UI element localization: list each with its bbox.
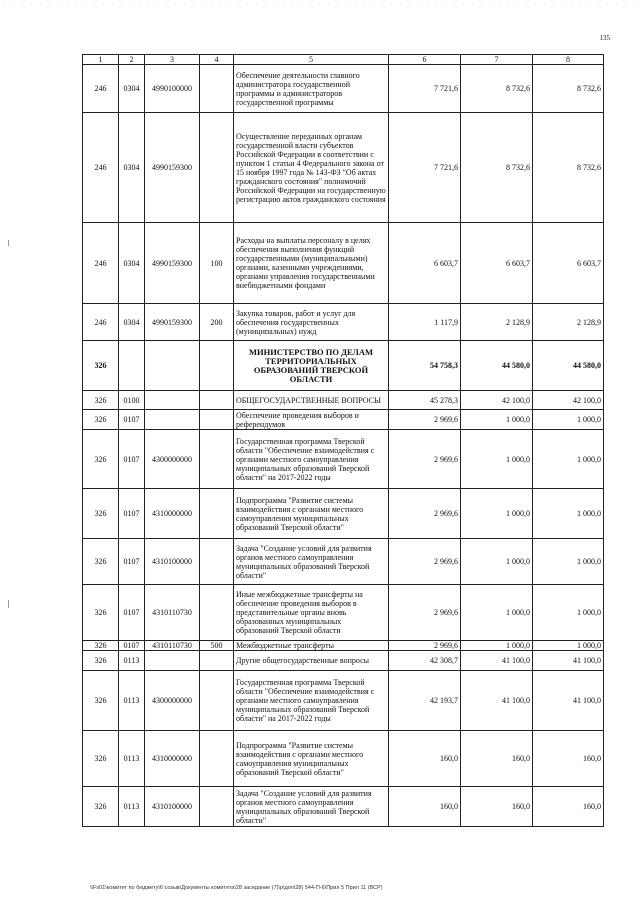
column-header: 4 [200, 55, 234, 65]
cell-name: ОБЩЕГОСУДАРСТВЕННЫЕ ВОПРОСЫ [234, 391, 389, 410]
cell-vr [200, 489, 234, 539]
cell-section: 0304 [119, 65, 145, 113]
cell-code: 326 [83, 489, 119, 539]
cell-v1: 2 969,6 [389, 585, 461, 641]
cell-v1: 2 969,6 [389, 430, 461, 489]
cell-vr [200, 787, 234, 827]
cell-name: Задача "Создание условий для развития органов местного самоуправления муниципальных образований Тверской области" [234, 787, 389, 827]
cell-v3: 1 000,0 [533, 641, 604, 651]
cell-v3: 44 580,0 [533, 341, 604, 391]
cell-v1: 2 969,6 [389, 539, 461, 585]
column-header: 8 [533, 55, 604, 65]
cell-v2: 1 000,0 [461, 430, 533, 489]
cell-section: 0304 [119, 304, 145, 341]
cell-vr [200, 430, 234, 489]
cell-section: 0304 [119, 223, 145, 304]
cell-csr: 4310110730 [145, 641, 200, 651]
column-header: 7 [461, 55, 533, 65]
cell-v3: 1 000,0 [533, 410, 604, 430]
cell-section: 0113 [119, 787, 145, 827]
column-header: 3 [145, 55, 200, 65]
cell-name: Подпрограмма "Развитие системы взаимодействия с органами местного самоуправления муниципальных образований Тверской области" [234, 731, 389, 787]
cell-code: 326 [83, 391, 119, 410]
cell-name: Расходы на выплаты персоналу в целях обеспечения выполнения функций государственными (муниципальными) органами, казенными учреждениями, органами управления государственными внебюджетными фондами [234, 223, 389, 304]
cell-name: Задача "Создание условий для развития органов местного самоуправления муниципальных образований Тверской области" [234, 539, 389, 585]
cell-v1: 42 193,7 [389, 671, 461, 731]
cell-csr: 4990159300 [145, 304, 200, 341]
cell-code: 246 [83, 113, 119, 223]
cell-section: 0107 [119, 539, 145, 585]
cell-v2: 1 000,0 [461, 641, 533, 651]
cell-csr [145, 410, 200, 430]
table-row [83, 410, 604, 430]
cell-code: 326 [83, 787, 119, 827]
scan-artifact [8, 240, 9, 246]
cell-v3: 1 000,0 [533, 489, 604, 539]
cell-v2: 2 128,9 [461, 304, 533, 341]
cell-v3: 1 000,0 [533, 585, 604, 641]
cell-v3: 1 000,0 [533, 430, 604, 489]
table-row [83, 341, 604, 391]
cell-v2: 44 580,0 [461, 341, 533, 391]
cell-v1: 160,0 [389, 787, 461, 827]
cell-code: 326 [83, 651, 119, 671]
cell-v2: 41 100,0 [461, 651, 533, 671]
cell-v1: 54 758,3 [389, 341, 461, 391]
table-row [83, 539, 604, 585]
cell-name: Подпрограмма "Развитие системы взаимодействия с органами местного самоуправления муниципальных образований Тверской области" [234, 489, 389, 539]
scan-artifact [8, 600, 9, 608]
cell-code: 326 [83, 539, 119, 585]
cell-csr: 4300000000 [145, 671, 200, 731]
cell-v1: 7 721,6 [389, 65, 461, 113]
cell-code: 326 [83, 341, 119, 391]
cell-csr: 4310110730 [145, 585, 200, 641]
cell-name: Обеспечение деятельности главного администратора государственной программы и администраторов государственной программы [234, 65, 389, 113]
cell-v2: 41 100,0 [461, 671, 533, 731]
cell-code: 246 [83, 304, 119, 341]
cell-v3: 42 100,0 [533, 391, 604, 410]
cell-v1: 2 969,6 [389, 489, 461, 539]
scan-artifact [0, 0, 640, 8]
column-header: 1 [83, 55, 119, 65]
cell-csr [145, 391, 200, 410]
cell-v1: 160,0 [389, 731, 461, 787]
column-header: 2 [119, 55, 145, 65]
cell-vr [200, 341, 234, 391]
cell-name: Другие общегосударственные вопросы [234, 651, 389, 671]
cell-code: 326 [83, 430, 119, 489]
cell-v3: 8 732,6 [533, 113, 604, 223]
cell-name: Осуществление переданных органам государственной власти субъектов Российской Федерации в соответствии с пунктом 1 статьи 4 Федерального закона от 15 ноября 1997 года № 143-ФЗ "Об актах гражданского состояния" полномочий Российской Федерации на государственную регистрацию актов гражданского состояния [234, 113, 389, 223]
table-row [83, 585, 604, 641]
cell-csr: 4310000000 [145, 731, 200, 787]
cell-v1: 6 603,7 [389, 223, 461, 304]
cell-section: 0107 [119, 430, 145, 489]
cell-vr [200, 651, 234, 671]
cell-v3: 41 100,0 [533, 671, 604, 731]
budget-table [82, 54, 604, 827]
cell-name: Иные межбюджетные трансферты на обеспечение проведения выборов в представительные органы вновь образованных муниципальных образований Тверской области [234, 585, 389, 641]
cell-v2: 8 732,6 [461, 113, 533, 223]
cell-v3: 6 603,7 [533, 223, 604, 304]
table-row [83, 391, 604, 410]
cell-v2: 6 603,7 [461, 223, 533, 304]
cell-csr [145, 341, 200, 391]
cell-name: Межбюджетные трансферты [234, 641, 389, 651]
table-row [83, 787, 604, 827]
cell-vr [200, 585, 234, 641]
cell-code: 246 [83, 223, 119, 304]
cell-section: 0107 [119, 410, 145, 430]
cell-vr [200, 539, 234, 585]
cell-csr: 4990100000 [145, 65, 200, 113]
cell-section: 0113 [119, 671, 145, 731]
cell-csr: 4990159300 [145, 223, 200, 304]
cell-v2: 1 000,0 [461, 410, 533, 430]
cell-csr: 4310100000 [145, 787, 200, 827]
cell-v2: 1 000,0 [461, 489, 533, 539]
cell-vr: 500 [200, 641, 234, 651]
cell-v3: 41 100,0 [533, 651, 604, 671]
cell-csr [145, 651, 200, 671]
cell-csr: 4300000000 [145, 430, 200, 489]
cell-name: Государственная программа Тверской области "Обеспечение взаимодействия с органами местного самоуправления муниципальных образований Тверской области" на 2017-2022 годы [234, 430, 389, 489]
cell-name: Закупка товаров, работ и услуг для обеспечения государственных (муниципальных) нужд [234, 304, 389, 341]
cell-vr: 100 [200, 223, 234, 304]
cell-name: МИНИСТЕРСТВО ПО ДЕЛАМ ТЕРРИТОРИАЛЬНЫХ ОБРАЗОВАНИЙ ТВЕРСКОЙ ОБЛАСТИ [234, 341, 389, 391]
cell-v3: 160,0 [533, 787, 604, 827]
cell-v1: 2 969,6 [389, 641, 461, 651]
cell-v2: 1 000,0 [461, 585, 533, 641]
cell-vr [200, 391, 234, 410]
column-header: 5 [234, 55, 389, 65]
cell-v1: 45 278,3 [389, 391, 461, 410]
table-row [83, 430, 604, 489]
cell-v3: 8 732,6 [533, 65, 604, 113]
cell-section: 0107 [119, 489, 145, 539]
column-header: 6 [389, 55, 461, 65]
table-row [83, 113, 604, 223]
table-row [83, 731, 604, 787]
cell-code: 326 [83, 671, 119, 731]
cell-vr [200, 65, 234, 113]
cell-v2: 42 100,0 [461, 391, 533, 410]
cell-name: Государственная программа Тверской области "Обеспечение взаимодействия с органами местного самоуправления муниципальных образований Тверской области" на 2017-2022 годы [234, 671, 389, 731]
cell-section: 0100 [119, 391, 145, 410]
table-row [83, 641, 604, 651]
cell-csr: 4310000000 [145, 489, 200, 539]
cell-v3: 160,0 [533, 731, 604, 787]
cell-section [119, 341, 145, 391]
cell-section: 0107 [119, 585, 145, 641]
page-number: 135 [599, 34, 610, 42]
table-row [83, 304, 604, 341]
cell-csr: 4990159300 [145, 113, 200, 223]
cell-code: 326 [83, 585, 119, 641]
cell-v3: 1 000,0 [533, 539, 604, 585]
cell-v2: 8 732,6 [461, 65, 533, 113]
cell-code: 326 [83, 410, 119, 430]
cell-section: 0304 [119, 113, 145, 223]
cell-name: Обеспечение проведения выборов и референдумов [234, 410, 389, 430]
cell-code: 326 [83, 641, 119, 651]
cell-section: 0113 [119, 731, 145, 787]
cell-v2: 1 000,0 [461, 539, 533, 585]
cell-v2: 160,0 [461, 731, 533, 787]
cell-csr: 4310100000 [145, 539, 200, 585]
cell-vr [200, 731, 234, 787]
table-row [83, 651, 604, 671]
table-row [83, 223, 604, 304]
cell-v2: 160,0 [461, 787, 533, 827]
cell-vr: 200 [200, 304, 234, 341]
cell-v1: 1 117,9 [389, 304, 461, 341]
cell-section: 0113 [119, 651, 145, 671]
cell-section: 0107 [119, 641, 145, 651]
table-header-row [83, 55, 604, 65]
table-row [83, 671, 604, 731]
cell-v3: 2 128,9 [533, 304, 604, 341]
cell-vr [200, 671, 234, 731]
file-path-footer: \\Fs01\комитет по бюджету\6 созыв\Документы комитета\28 заседание (7)\р\доп\28) 544-П-6\Прил 5 Прил 11 (ВСР) [90, 885, 383, 891]
cell-code: 246 [83, 65, 119, 113]
cell-vr [200, 410, 234, 430]
cell-v1: 42 308,7 [389, 651, 461, 671]
cell-code: 326 [83, 731, 119, 787]
cell-v1: 7 721,6 [389, 113, 461, 223]
cell-v1: 2 969,6 [389, 410, 461, 430]
cell-vr [200, 113, 234, 223]
table-row [83, 65, 604, 113]
table-row [83, 489, 604, 539]
